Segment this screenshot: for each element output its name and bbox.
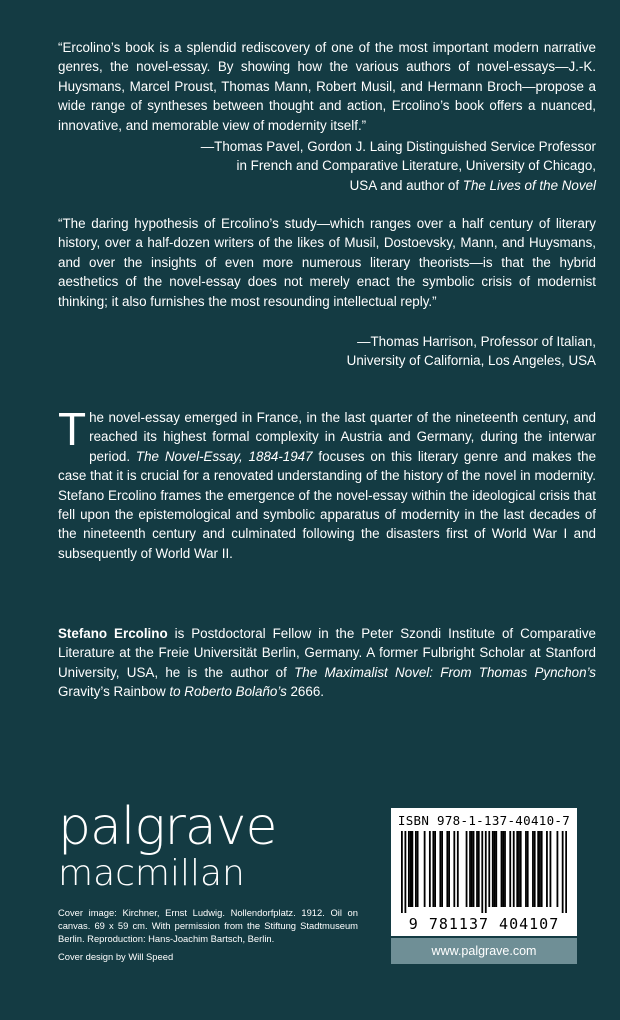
barcode-bar <box>408 831 410 907</box>
barcode-bar <box>518 831 520 907</box>
author-name: Stefano Ercolino <box>58 626 168 641</box>
barcode-bar <box>562 831 564 913</box>
attribution-2-line-2: University of California, Los Angeles, USA <box>346 353 596 369</box>
barcode-box <box>391 808 577 936</box>
author-bio <box>58 624 596 702</box>
barcode-bar <box>494 831 496 907</box>
cover-design-credit: Cover design by Will Speed <box>58 951 174 962</box>
bio-title-plain-1: Gravity’s Rainbow <box>58 684 170 700</box>
ean-digits: 9 781137 404107 <box>408 915 560 933</box>
barcode-bar <box>466 831 468 907</box>
barcode-bar <box>525 831 527 907</box>
barcode-bar <box>565 831 567 913</box>
barcode-bar <box>495 831 497 907</box>
barcode-bar <box>404 831 406 913</box>
publisher-url: www.palgrave.com <box>391 938 577 964</box>
barcode-bar <box>410 831 412 907</box>
barcode-bar <box>516 831 518 907</box>
barcode-bar <box>453 831 455 907</box>
barcode-bar <box>476 831 478 907</box>
publisher-logo-line-1: palgrave <box>58 797 277 857</box>
isbn-text: ISBN 978-1-137-40410-7 <box>397 813 571 828</box>
barcode-bar <box>478 831 480 907</box>
barcode-bar <box>520 831 522 907</box>
drop-cap: T <box>58 403 87 455</box>
barcode-bars <box>401 831 567 913</box>
attribution-1-line-1: —Thomas Pavel, Gordon J. Laing Distinguished Service Professor <box>200 139 596 154</box>
barcode-bar <box>485 831 487 913</box>
barcode-bar <box>546 831 548 907</box>
review-quote-2: “The daring hypothesis of Ercolino’s study—which ranges over a half century of literary history, over a half-dozen writers of the likes of Musil, Dostoevsky, Mann, and Huysmans, and over the insights of even more numerous literary theorists—is that the hybrid aesthetics of the novel-essay does not merely enact the symbolic crisis of modernist thinking; it also furnishes the most resounding intellectual reply.” <box>58 216 596 309</box>
barcode-bar <box>424 831 426 907</box>
barcode-bar <box>471 831 473 907</box>
cover-image-credit: Cover image: Kirchner, Ernst Ludwig. Nollendorfplatz. 1912. Oil on canvas. 69 x 59 cm. With permission from the Stiftung Stadtmuseum Berlin. Reproduction: Hans-Joachim Bartsch, Berlin. <box>58 907 358 944</box>
barcode-bar <box>504 831 506 907</box>
review-quote-1: “Ercolino’s book is a splendid rediscovery of one of the most important modern narrative genres, the novel-essay. By showing how the various authors of novel-essays—J.-K. Huysmans, Marcel Proust, Thomas Mann, Robert Musil, and Hermann Broch—propose a wide range of syntheses between thought and action, Ercolino’s book offers a nuanced, innovative, and memorable view of modernity itself.” <box>58 40 596 133</box>
book-description <box>58 403 597 563</box>
barcode-bar <box>513 831 515 907</box>
review-attribution-2 <box>76 332 596 371</box>
barcode-bar <box>417 831 419 907</box>
barcode-bar <box>446 831 448 907</box>
attribution-2-line-1: —Thomas Harrison, Professor of Italian, <box>357 334 596 349</box>
barcode-bar <box>534 831 536 907</box>
barcode-bar <box>434 831 436 907</box>
barcode-bar <box>457 831 459 907</box>
barcode-bar <box>441 831 443 907</box>
barcode-bar <box>492 831 494 907</box>
barcode-bar <box>527 831 529 907</box>
description-book-title: The Novel-Essay, 1884-1947 <box>135 448 313 464</box>
barcode-bar <box>502 831 504 907</box>
barcode-bar <box>469 831 471 907</box>
barcode-bar <box>439 831 441 907</box>
barcode-bar <box>473 831 475 907</box>
attribution-1-line-2: in French and Comparative Literature, University of Chicago, <box>236 158 596 174</box>
barcode-bar <box>488 831 490 907</box>
publisher-logo-line-2: macmillan <box>58 853 245 894</box>
barcode-bar <box>401 831 403 913</box>
description-part-1: he novel-essay emerged in France, in the last quarter of the nineteenth century, and reached its highest formal complexity in Austria and Germany, during the interwar period. <box>89 410 596 464</box>
barcode-bar <box>509 831 511 907</box>
bio-title-1: The Maximalist Novel: From Thomas Pynchon’s <box>294 664 596 680</box>
barcode-bar <box>537 831 539 907</box>
barcode-bar <box>539 831 541 907</box>
barcode-bar <box>448 831 450 907</box>
barcode-bar <box>557 831 559 907</box>
barcode-bar <box>432 831 434 907</box>
description-part-2: focuses on this literary genre and makes the case that it is crucial for a renovated understanding of the history of the novel in modernity. Stefano Ercolino frames the emergence of the novel-essay within the ideological crisis that fell upon the epistemological and symbolic apparatus of modernity in the last decades of the nineteenth century and culminated following the disasters first of World War I and subsequently of World War II. <box>58 448 597 561</box>
attribution-1-line-3 <box>76 176 596 195</box>
barcode-bar <box>541 831 543 907</box>
publisher-logo <box>58 797 277 894</box>
barcode-bar <box>550 831 552 907</box>
attribution-1-book-title: The Lives of the Novel <box>462 177 596 193</box>
bio-title-2: to Roberto Bolaño’s <box>169 684 287 700</box>
barcode-bar <box>481 831 483 913</box>
barcode-bar <box>415 831 417 907</box>
bio-part-1: is Postdoctoral Fellow in the Peter Szondi Institute of Comparative Literature at the Freie Universität Berlin, Germany. A former Fulbright Scholar at Stanford University, USA, he is the author of <box>58 626 596 680</box>
barcode-bar <box>532 831 534 907</box>
barcode-bar <box>501 831 503 907</box>
review-attribution-1 <box>76 137 596 195</box>
barcode-bar <box>429 831 431 907</box>
barcode-bar <box>411 831 413 907</box>
attribution-1-prefix: USA and author of <box>349 177 463 193</box>
bio-title-plain-2: 2666. <box>286 684 324 700</box>
